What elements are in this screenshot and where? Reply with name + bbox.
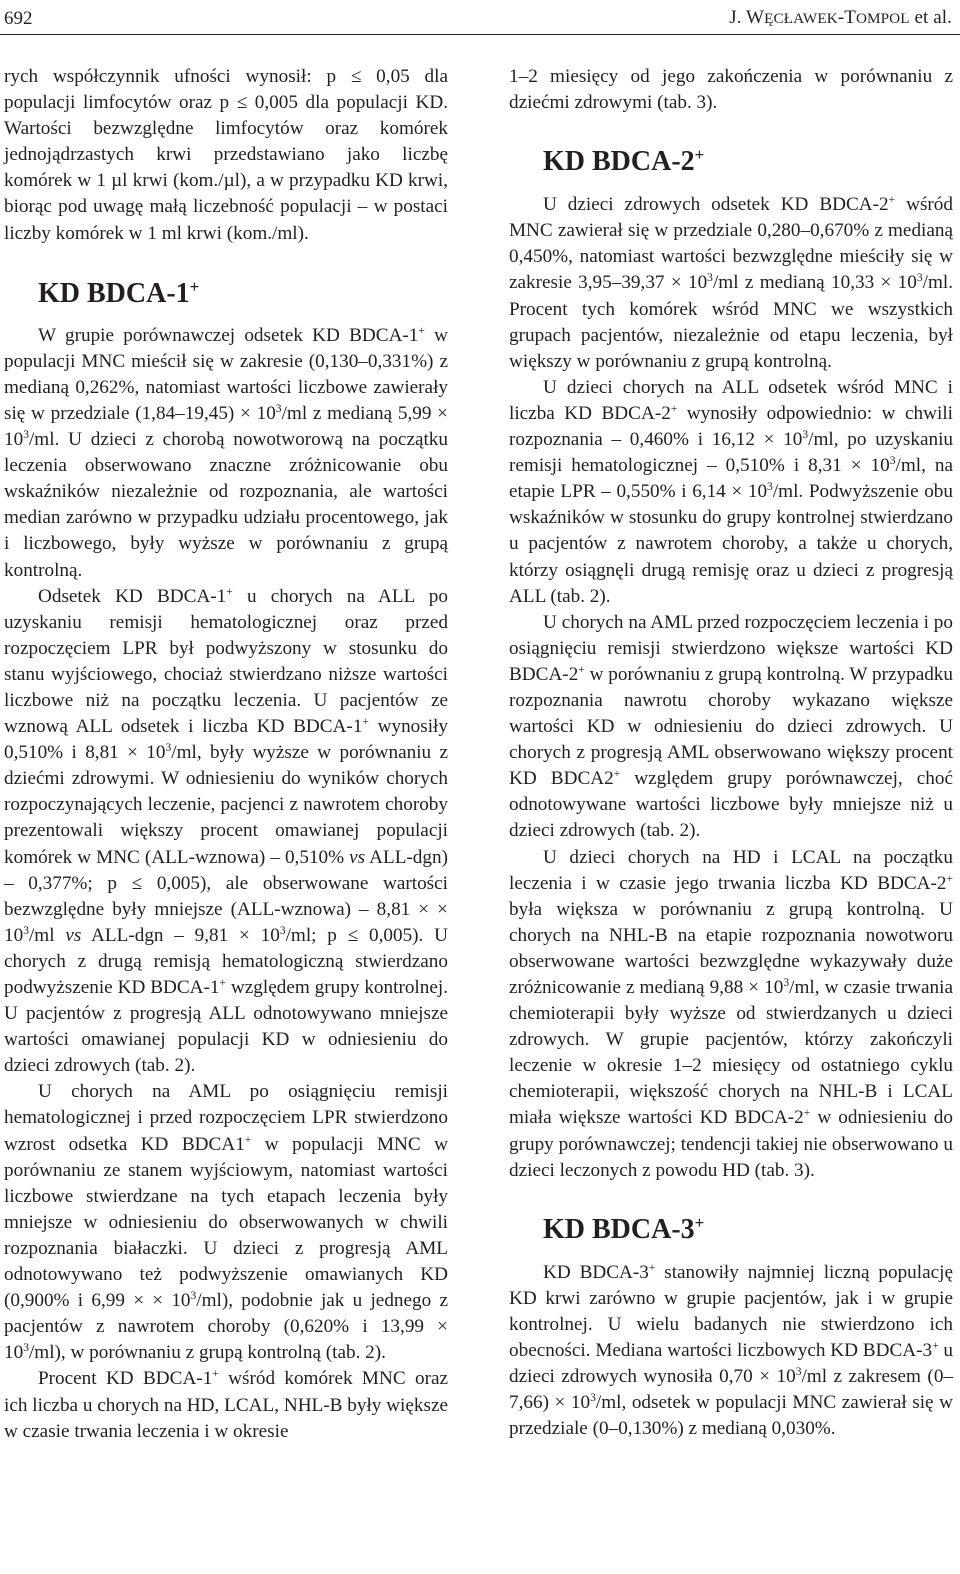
sup: 3 [783,977,790,990]
text: /ml, odsetek w populacji MNC zawierał się w przedziale (0–0,130%) z medianą 0,030%. [509,1392,953,1440]
text: stanowiły najmniej liczną populację KD krwi zarówno w grupie pacjentów, jak i w grupie kontrolnej. U wielu badanych nie stwierdzono ich obecności. Mediana wartości liczbowych KD BDCA-3 [509,1261,953,1362]
text: ALL-dgn) – 0,377%; p ≤ 0,005), ale obserwowane wartości bezwzględne były mniejsze (ALL-wznowa) – 8,81 × × 10 [4,846,448,946]
sup: + [212,1368,219,1381]
sup: 3 [889,455,896,468]
sup: 3 [279,924,286,937]
text: względem grupy kontrolnej. U pacjentów z progresją ALL odnotowywano mniejsze wartości omawianej populacji KD w odniesieniu do dzieci zdrowych (tab. 2). [4,977,449,1077]
text: wynosiły 0,510% i 8,81 × 10 [4,716,448,764]
sup: 3 [767,481,773,494]
sup: + [418,324,425,337]
text: wynosiły odpowiednio: w chwili rozpoznania – 0,460% i 16,12 × 10 [509,402,954,451]
paragraph-lymphoma-continuation: 1–2 miesięcy od jego zakończenia w porównaniu z dziećmi zdrowymi (tab. 3). [509,66,953,114]
sup: + [946,872,953,885]
text: u dzieci zdrowych wynosiła 0,70 × 10 [509,1340,953,1388]
sup: + [226,585,233,598]
text: /ml. Procent tych komórek wśród MNC we wszystkich grupach pacjentów, niezależnie od etapu leczenia, był większy w porównaniu z grupą kontrolną. [509,272,953,372]
text: /ml, w czasie trwania chemioterapii były wyższe od stwierdzanych u dzieci zdrowych. W grupie pacjentów, którzy zakończyli leczenie w okresie 1–2 miesięcy od ostatniego cyklu chemioterapii, większość chorych na NHL-B i LCAL miała większe wartości KD BDCA-2 [509,977,953,1129]
left-column [4,64,448,1445]
sup: 3 [707,272,713,285]
text: Odsetek KD BDCA-1 [38,585,227,607]
text: Procent KD BDCA-1 [38,1368,213,1390]
author-et-al: et al. [909,7,952,28]
sup: 3 [795,1366,802,1379]
author-surname-part2: OMPOL [855,10,910,27]
text: wśród komórek MNC oraz ich liczba u chorych na HD, LCAL, NHL-B były większe w czasie trwania leczenia i w okresie [4,1368,448,1442]
paragraph-bdca2-control [509,192,953,375]
text: /ml, na etapie LPR – 0,550% i 6,14 × 10 [509,455,953,503]
paragraph-bdca3 [509,1260,953,1443]
paragraph-methods-continuation: rych współczynnik ufności wynosił: p ≤ 0,05 dla populacji limfocytów oraz p ≤ 0,005 dla populacji KD. Wartości bezwzględne limfocytów oraz komórek jednojądrzastych krwi przedstawiano jako liczbę komórek w 1 µl krwi (kom./µl), a w przypadku KD krwi, biorąc pod uwagę małą liczebność populacji – w postaci liczby komórek w 1 ml krwi (kom./ml). [4,66,448,244]
text: U dzieci chorych na ALL odsetek wśród MNC i liczba KD BDCA-2 [509,376,953,424]
paragraph-bdca1-lymphoma [4,1366,448,1444]
heading-text: KD BDCA-1 [38,277,190,309]
paragraph-bdca2-aml [509,610,953,845]
text: w populacji MNC w porównaniu ze stanem wyjściowym, natomiast wartości liczbowe stwierdzane na tych etapach leczenia były mniejsze w odniesieniu do obserwowanych w chwili rozpoznania białaczki. U dzieci z progresją AML odnotowywano też podwyższenie omawianych KD (0,900% i 6,99 × × 10 [4,1133,448,1312]
sup: + [803,1107,811,1120]
text: względem grupy porównawczej, choć odnotowywane wartości liczbowe były mniejsze niż u dzieci zdrowych (tab. 2). [509,768,953,842]
sup: 3 [916,272,923,285]
text: /ml z medianą 10,33 × 10 [712,272,917,294]
text: /ml; p ≤ 0,005). U chorych z drugą remisją hematologiczną stwierdzano podwyższenie KD BDCA-1 [4,924,448,998]
sup: + [670,403,678,416]
vs-italic: vs [349,846,366,868]
sup: 3 [23,1342,29,1355]
text: /ml z medianą 5,99 × 10 [4,402,448,451]
page-number: 692 [4,8,33,29]
header-rule [0,34,960,35]
text: w porównaniu z grupą kontrolną. W przypadku rozpoznania nawrotu choroby wykazano większe wartości KD w odniesieniu do dzieci zdrowych. U chorych z progresją AML obserwowano większy procent KD BDCA2 [509,663,953,790]
sup: 3 [165,742,172,755]
text: U chorych na AML przed rozpoczęciem leczenia i po osiągnięciu remisji stwierdzono większe wartości KD BDCA-2 [509,611,953,685]
author-initial: J. W [729,7,765,28]
sup: + [648,1261,656,1274]
heading-superscript: + [694,145,705,165]
author-surname-part1: ĘCŁAWEK [764,10,838,27]
paragraph-bdca1-control [4,323,448,584]
sup: + [613,768,621,781]
text: była większa w porównaniu z grupą kontrolną. U chorych na NHL-B na etapie rozpoznania nowotworu obserwowane wartości bezwzględne wykazywały duże zróżnicowanie z medianą 9,88 × 10 [509,898,953,998]
sup: + [362,716,369,729]
text: u chorych na ALL po uzyskaniu remisji hematologicznej oraz przed rozpoczęciem LPR był podwyższony w stosunku do stanu wyjściowego, chociaż stwierdzano niższe wartości liczbowe niż na początku leczenia. U pacjentów ze wznową ALL odsetek i liczba KD BDCA-1 [4,585,448,738]
text: /ml), w porównaniu z grupą kontrolną (tab. 2). [28,1342,386,1364]
text: /ml, po uzyskaniu remisji hematologicznej – 0,510% i 8,31 × 10 [509,429,954,477]
text: /ml, były wyższe w porównaniu z dziećmi zdrowymi. W odniesieniu do wyników chorych rozpoczynających leczenie, pacjenci z nawrotem choroby prezentowali większy procent omawianej populacji komórek w MNC (ALL-wznowa) – 0,510% [4,742,448,868]
section-heading-bdca2 [509,146,953,178]
section-heading-bdca3 [509,1214,953,1246]
text: /ml. Podwyższenie obu wskaźników w stosunku do grupy kontrolnej stwierdzano u pacjentów z nawrotem choroby, a także u chorych, którzy osiągnęli drugą remisję oraz u dzieci z progresją ALL (tab. 2). [509,481,953,607]
section-heading-bdca1 [4,278,448,310]
right-column [509,64,953,1442]
text: /ml z zakresem (0–7,66) × 10 [509,1366,954,1414]
text: wśród MNC zawierał się w przedziale 0,280–0,670% z medianą 0,450%, natomiast wartości bezwzględne mieściły się w zakresie 3,95–39,37 × 10 [509,194,953,294]
paragraph-bdca2-all [509,375,953,610]
paragraph-bdca1-aml [4,1079,448,1366]
text: w odniesieniu do grupy porównawczej; tendencji takiej nie obserwowano u dzieci leczonych z powodu HD (tab. 3). [509,1107,953,1181]
running-head-authors [729,7,952,30]
text: /ml [28,924,66,946]
sup: + [888,194,896,207]
sup: 3 [23,429,29,442]
sup: + [578,663,585,676]
text: U dzieci chorych na HD i LCAL na początku leczenia i w czasie jego trwania liczba KD BDCA-2 [509,846,953,894]
heading-text: KD BDCA-3 [543,1213,695,1245]
sup: + [219,977,227,990]
sup: 3 [275,403,282,416]
sup: 3 [802,429,809,442]
sup: + [244,1133,252,1146]
text: U chorych na AML po osiągnięciu remisji hematologicznej i przed rozpoczęciem LPR stwierdzono wzrost odsetka KD BDCA1 [4,1081,448,1155]
text: /ml. U dzieci z chorobą nowotworową na początku leczenia obserwowano znaczne zróżnicowanie obu wskaźników niezależnie od rozpoznania, ale wartości median zarówno w przypadku udziału procentowego, jak i liczbowego, były wyższe w porównaniu z grupą kontrolną. [4,429,448,581]
sup: 3 [23,924,29,937]
heading-superscript: + [694,1212,705,1232]
text: KD BDCA-3 [543,1261,649,1283]
paragraph-bdca2-lymphoma [509,845,953,1184]
sup: 3 [590,1392,596,1405]
vs-italic: vs [65,924,82,946]
heading-text: KD BDCA-2 [543,146,695,178]
sup: 3 [190,1290,197,1303]
text: ALL-dgn – 9,81 × 10 [81,924,280,946]
text: W grupie porównawczej odsetek KD BDCA-1 [38,324,419,346]
paragraph-bdca1-all [4,584,448,1080]
heading-superscript: + [189,276,200,296]
author-surname-dash: -T [837,7,856,28]
text: w populacji MNC mieścił się w zakresie (0,130–0,331%) z medianą 0,262%, natomiast wartości liczbowe zawierały się w przedziale (1,84–19,45) × 10 [4,324,448,424]
page-header [4,0,952,30]
text: U dzieci zdrowych odsetek KD BDCA-2 [543,194,889,216]
text: /ml), podobnie jak u jednego z pacjentów z nawrotem choroby (0,620% i 13,99 × 10 [4,1290,448,1364]
sup: + [932,1340,939,1353]
